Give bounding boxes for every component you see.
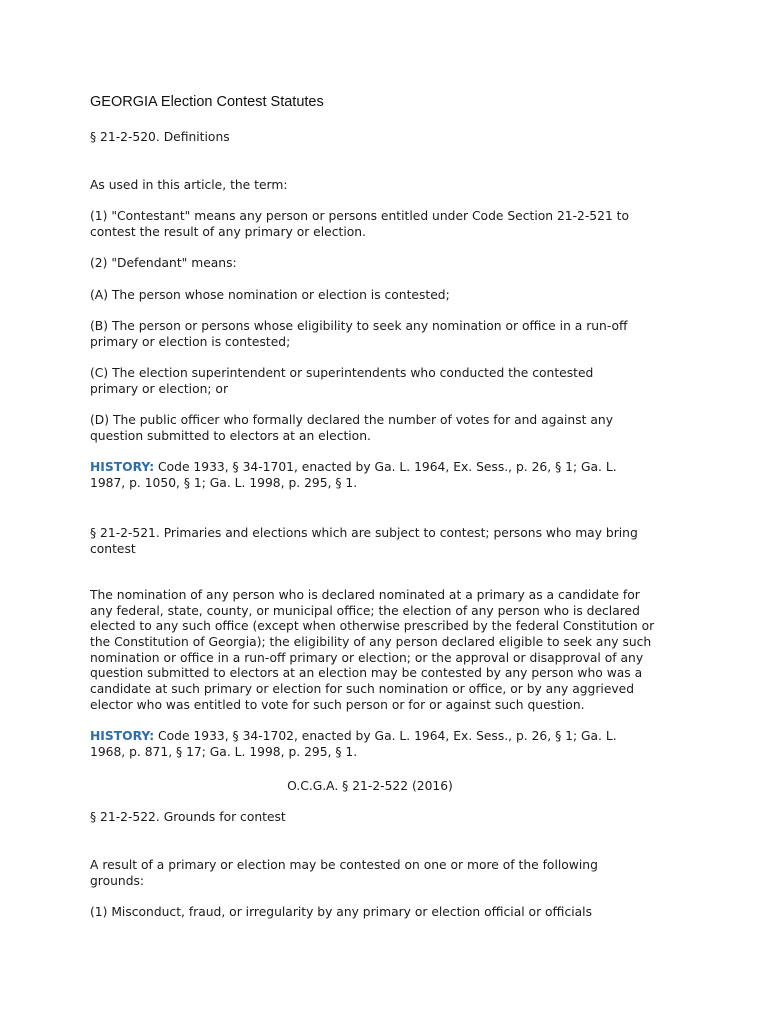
section-522-intro-line-2: grounds: xyxy=(90,874,145,888)
page-title: GEORGIA Election Contest Statutes xyxy=(90,94,324,110)
section-521-body-line-4: the Constitution of Georgia); the eligibility of any person declared eligible to seek any such xyxy=(90,635,652,649)
definition-2d-line-1: (D) The public officer who formally declared the number of votes for and against any xyxy=(90,413,613,427)
ground-1: (1) Misconduct, fraud, or irregularity by any primary or election official or officials xyxy=(90,905,592,919)
history-text: Code 1933, § 34-1702, enacted by Ga. L. 1964, Ex. Sess., p. 26, § 1; Ga. L. xyxy=(154,729,617,743)
section-520-heading: § 21-2-520. Definitions xyxy=(90,130,230,144)
section-521-body-line-6: question submitted to electors at an election may be contested by any person who was a xyxy=(90,666,643,680)
section-520-history-line-1 xyxy=(90,459,617,475)
definition-2b-line-2: primary or election is contested; xyxy=(90,335,291,349)
definition-1-line-2: contest the result of any primary or election. xyxy=(90,225,366,239)
section-521-heading-line-2: contest xyxy=(90,542,136,556)
definition-2c-line-1: (C) The election superintendent or superintendents who conducted the contested xyxy=(90,366,594,380)
section-521-body-line-7: candidate at such primary or election for such nomination or office, or by any aggrieved xyxy=(90,682,635,696)
definition-2a: (A) The person whose nomination or election is contested; xyxy=(90,288,450,302)
history-label: HISTORY: xyxy=(90,460,155,474)
definition-2: (2) "Defendant" means: xyxy=(90,256,237,270)
definition-2c-line-2: primary or election; or xyxy=(90,382,229,396)
section-520-history-line-2: 1987, p. 1050, § 1; Ga. L. 1998, p. 295, § 1. xyxy=(90,476,358,490)
section-522-intro-line-1: A result of a primary or election may be contested on one or more of the following xyxy=(90,858,598,872)
definition-2b-line-1: (B) The person or persons whose eligibility to seek any nomination or office in a run-off xyxy=(90,319,628,333)
section-521-body-line-5: nomination or office in a run-off primary or election; or the approval or disapproval of any xyxy=(90,651,644,665)
ocga-citation: O.C.G.A. § 21-2-522 (2016) xyxy=(287,779,453,793)
section-521-body-line-3: elected to any such office (except when otherwise prescribed by the federal Constitution or xyxy=(90,619,655,633)
section-521-history-line-1 xyxy=(90,728,617,744)
section-521-body-line-8: elector who was entitled to vote for such person or for or against such question. xyxy=(90,698,585,712)
section-521-body-line-1: The nomination of any person who is declared nominated at a primary as a candidate for xyxy=(90,588,640,602)
history-label: HISTORY: xyxy=(90,729,155,743)
section-522-heading: § 21-2-522. Grounds for contest xyxy=(90,810,286,824)
history-text: Code 1933, § 34-1701, enacted by Ga. L. 1964, Ex. Sess., p. 26, § 1; Ga. L. xyxy=(154,460,617,474)
definition-2d-line-2: question submitted to electors at an election. xyxy=(90,429,371,443)
section-521-history-line-2: 1968, p. 871, § 17; Ga. L. 1998, p. 295, § 1. xyxy=(90,745,358,759)
section-520-intro: As used in this article, the term: xyxy=(90,178,288,192)
section-521-heading-line-1: § 21-2-521. Primaries and elections which are subject to contest; persons who may bring xyxy=(90,526,638,540)
section-521-body-line-2: any federal, state, county, or municipal office; the election of any person who is declared xyxy=(90,604,640,618)
definition-1-line-1: (1) "Contestant" means any person or persons entitled under Code Section 21-2-521 to xyxy=(90,209,630,223)
